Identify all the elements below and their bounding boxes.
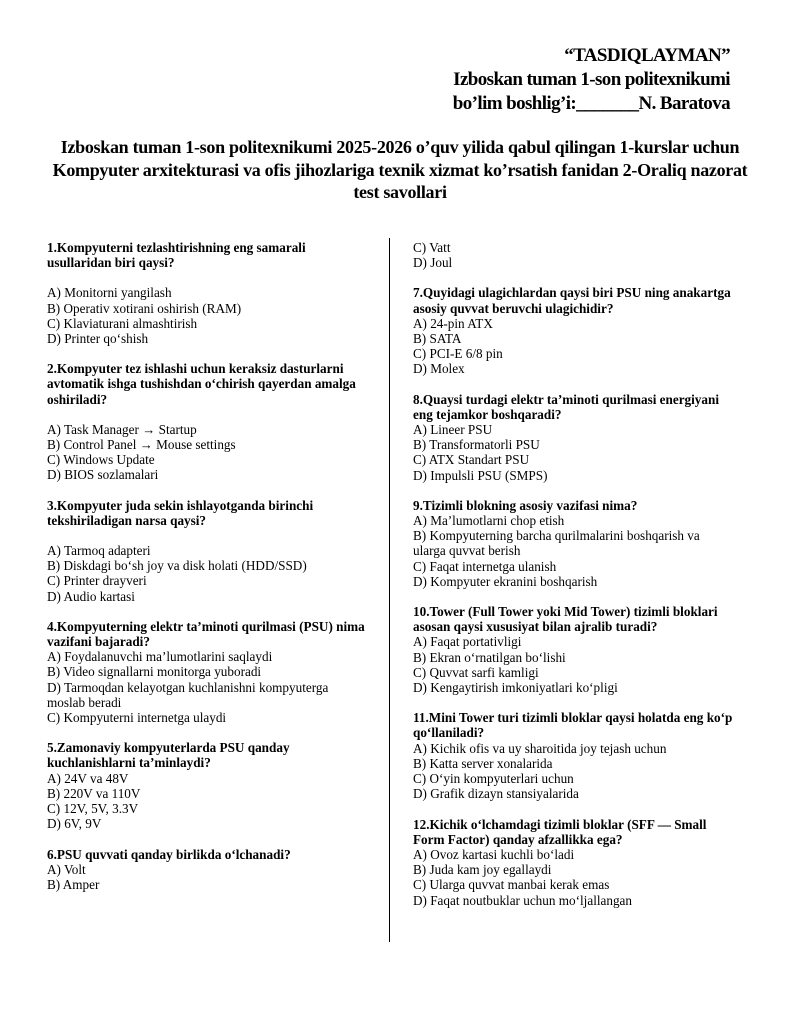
question-line: usullaridan biri qaysi? <box>47 255 175 271</box>
question-9 <box>413 498 758 589</box>
answer-option: D) Audio kartasi <box>47 588 135 604</box>
answer-option: D) 6V, 9V <box>47 816 102 832</box>
answer-option: D) BIOS sozlamalari <box>47 467 159 483</box>
answer-option: B) Diskdagi bo‘sh joy va disk holati (HDD/SSD) <box>47 558 307 574</box>
question-line: 3.Kompyuter juda sekin ishlayotganda birinchi <box>47 497 314 513</box>
question-text <box>47 740 377 770</box>
answer-options-continued <box>413 240 758 270</box>
question-line: 12.Kichik o‘lchamdagi tizimli bloklar (SFF — Small <box>413 816 707 832</box>
question-line: 7.Quyidagi ulagichlardan qaysi biri PSU ning anakartga <box>413 285 731 301</box>
left-column <box>47 240 377 892</box>
answer-options <box>47 422 377 483</box>
answer-option: A) Kichik ofis va uy sharoitida joy tejash uchun <box>413 740 667 756</box>
question-1 <box>47 240 377 346</box>
approval-block <box>453 44 730 116</box>
answer-option-continued: ularga quvvat berish <box>413 543 521 559</box>
question-6 <box>47 847 377 893</box>
document-title <box>40 136 760 204</box>
question-line: kuchlanishlarni ta’minlaydi? <box>47 755 211 771</box>
answer-option: A) Foydalanuvchi ma’lumotlarini saqlaydi <box>47 649 273 665</box>
answer-option: C) Vatt <box>413 240 451 255</box>
answer-option: A) Ovoz kartasi kuchli bo‘ladi <box>413 846 575 862</box>
answer-option: B) Control Panel → Mouse settings <box>47 437 236 453</box>
answer-option: B) Amper <box>47 876 100 892</box>
answer-option: B) Katta server xonalarida <box>413 755 553 771</box>
question-line: 1.Kompyuterni tezlashtirishning eng samarali <box>47 240 306 255</box>
answer-option: D) Printer qo‘shish <box>47 331 149 347</box>
answer-option: D) Tarmoqdan kelayotgan kuchlanishni kompyuterga <box>47 679 329 695</box>
question-7 <box>413 285 758 376</box>
approval-line: Izboskan tuman 1-son politexnikumi <box>453 69 730 90</box>
question-10 <box>413 604 758 695</box>
answer-option: D) Impulsli PSU (SMPS) <box>413 467 548 483</box>
answer-option: A) Monitorni yangilash <box>47 285 172 301</box>
question-line: 11.Mini Tower turi tizimli bloklar qaysi holatda eng ko‘p <box>413 710 733 726</box>
question-line: asosan qaysi xususiyat bilan ajralib turadi? <box>413 619 658 635</box>
answer-option: A) Tarmoq adapteri <box>47 543 151 559</box>
question-line: 8.Quaysi turdagi elektr ta’minoti qurilmasi energiyani <box>413 391 719 407</box>
answer-option: B) Transformatorli PSU <box>413 437 540 453</box>
question-text <box>47 361 377 407</box>
column-divider <box>389 238 390 942</box>
answer-option: C) Quvvat sarfi kamligi <box>413 664 539 680</box>
answer-options <box>413 422 758 483</box>
answer-option: A) Lineer PSU <box>413 422 493 438</box>
answer-option: C) 12V, 5V, 3.3V <box>47 801 139 817</box>
question-line: 4.Kompyuterning elektr ta’minoti qurilmasi (PSU) nima <box>47 618 365 634</box>
question-line: 2.Kompyuter tez ishlashi uchun keraksiz dasturlarni <box>47 361 344 377</box>
answer-options <box>47 771 377 832</box>
answer-option: A) 24-pin ATX <box>413 315 493 331</box>
answer-option: B) Juda kam joy egallaydi <box>413 862 552 878</box>
answer-option: D) Faqat noutbuklar uchun mo‘ljallangan <box>413 892 633 908</box>
answer-option: C) O‘yin kompyuterlari uchun <box>413 771 574 787</box>
answer-option: B) Ekran o‘rnatilgan bo‘lishi <box>413 649 566 665</box>
answer-options <box>413 847 758 908</box>
answer-option: C) PCI-E 6/8 pin <box>413 346 503 362</box>
answer-options <box>47 543 377 604</box>
answer-option: D) Kompyuter ekranini boshqarish <box>413 573 598 589</box>
question-2 <box>47 361 377 482</box>
answer-option: B) SATA <box>413 331 462 347</box>
answer-option: A) Task Manager → Startup <box>47 421 197 437</box>
answer-option: C) Faqat internetga ulanish <box>413 558 557 574</box>
answer-option: D) Grafik dizayn stansiyalarida <box>413 786 579 802</box>
question-line: vazifani bajaradi? <box>47 634 150 650</box>
answer-option: D) Molex <box>413 361 465 377</box>
question-8 <box>413 392 758 483</box>
answer-option: C) Windows Update <box>47 452 155 468</box>
question-text <box>413 710 758 740</box>
question-text <box>47 619 377 649</box>
answer-options <box>47 285 377 346</box>
answer-option: A) 24V va 48V <box>47 770 129 786</box>
answer-options <box>47 649 377 725</box>
answer-option: A) Faqat portativligi <box>413 634 522 650</box>
answer-option: C) Ularga quvvat manbai kerak emas <box>413 877 610 893</box>
answer-options <box>47 862 377 892</box>
question-line: Form Factor) qanday afzallikka ega? <box>413 831 623 847</box>
answer-option: B) Video signallarni monitorga yuboradi <box>47 664 262 680</box>
question-line: 6.PSU quvvati qanday birlikda o‘lchanadi? <box>47 846 291 862</box>
title-line: Kompyuter arxitekturasi va ofis jihozlariga texnik xizmat ko’rsatish fanidan 2-Oraliq nazorat <box>52 159 748 180</box>
question-5 <box>47 740 377 831</box>
answer-option: C) Klaviaturani almashtirish <box>47 315 198 331</box>
question-text <box>413 285 758 315</box>
answer-option: C) Printer drayveri <box>47 573 147 589</box>
answer-option: B) Operativ xotirani oshirish (RAM) <box>47 300 242 316</box>
question-text <box>47 498 377 528</box>
answer-option: C) Kompyuterni internetga ulaydi <box>47 710 227 726</box>
question-line: oshiriladi? <box>47 391 108 407</box>
answer-options <box>413 513 758 589</box>
answer-option: C) ATX Standart PSU <box>413 452 530 468</box>
question-3 <box>47 498 377 604</box>
question-line: 5.Zamonaviy kompyuterlarda PSU qanday <box>47 740 290 756</box>
question-4 <box>47 619 377 725</box>
question-line: 10.Tower (Full Tower yoki Mid Tower) tizimli bloklari <box>413 604 718 620</box>
question-text <box>47 240 377 270</box>
answer-options <box>413 741 758 802</box>
answer-option: B) 220V va 110V <box>47 785 141 801</box>
approval-line: bo’lim boshlig’i:_______N. Baratova <box>452 93 730 114</box>
question-text <box>47 847 377 862</box>
answer-options <box>413 634 758 695</box>
answer-option: D) Joul <box>413 255 453 271</box>
question-12 <box>413 817 758 908</box>
answer-option: A) Volt <box>47 861 86 877</box>
question-text <box>413 498 758 513</box>
question-line: 9.Tizimli blokning asosiy vazifasi nima? <box>413 497 638 513</box>
title-line: Izboskan tuman 1-son politexnikumi 2025-2026 o’quv yilida qabul qilingan 1-kurslar uchun <box>60 137 740 157</box>
title-line: test savollari <box>353 182 447 202</box>
question-text <box>413 817 758 847</box>
question-text <box>413 392 758 422</box>
answer-option: B) Kompyuterning barcha qurilmalarini boshqarish va <box>413 528 700 544</box>
question-line: qo‘llaniladi? <box>413 725 485 741</box>
right-column <box>413 240 758 908</box>
question-line: avtomatik ishga tushishdan o‘chirish qayerdan amalga <box>47 376 356 392</box>
answer-option: A) Ma’lumotlarni chop etish <box>413 513 565 529</box>
answer-option: D) Kengaytirish imkoniyatlari ko‘pligi <box>413 680 618 696</box>
question-line: eng tejamkor boshqaradi? <box>413 406 562 422</box>
approval-line: “TASDIQLAYMAN” <box>564 45 730 66</box>
answer-options <box>413 316 758 377</box>
question-11 <box>413 710 758 801</box>
answer-option-continued: moslab beradi <box>47 694 122 710</box>
question-line: tekshiriladigan narsa qaysi? <box>47 512 207 528</box>
question-line: asosiy quvvat beruvchi ulagichidir? <box>413 300 614 316</box>
question-text <box>413 604 758 634</box>
